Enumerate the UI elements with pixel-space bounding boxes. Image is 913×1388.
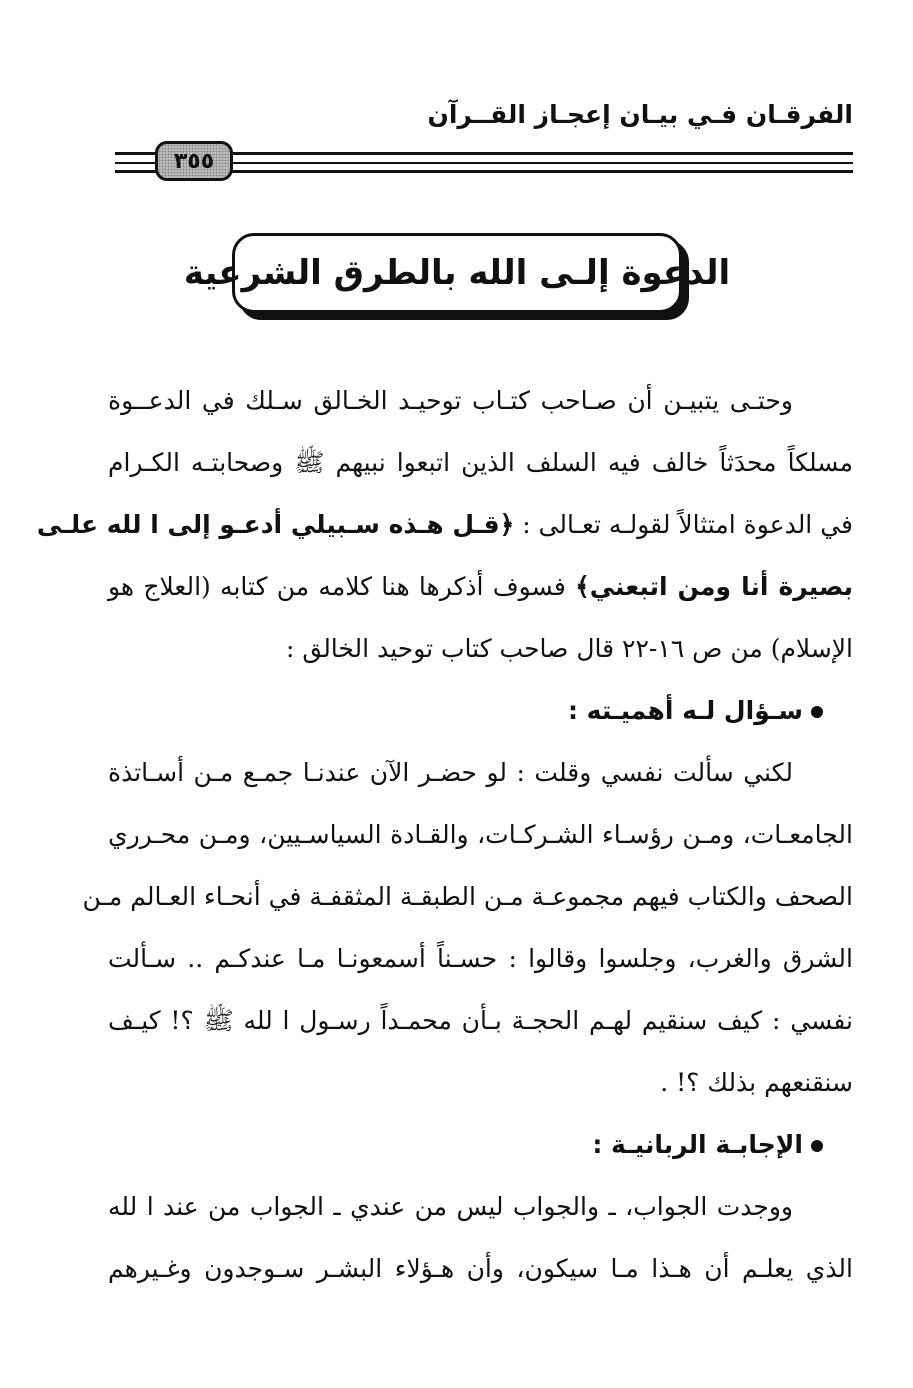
paragraph-line: لكني سألت نفسي وقلت : لو حضـر الآن عندنـا جمـع مـن أسـاتذة xyxy=(108,758,793,787)
chapter-title: الدعوة إلـى الله بالطرق الشرعية xyxy=(183,253,731,293)
paragraph-line: الذي يعلـم أن هـذا مـا سيكون، وأن هـؤلاء البشـر سـوجدون وغـيرهم xyxy=(108,1254,853,1283)
bullet-icon xyxy=(811,706,823,718)
paragraph-line: مسلكاً محدَثاً خالف فيه السلف الذين اتبعوا نبيهم ﷺ وصحابتـه الكـرام xyxy=(108,448,853,477)
paragraph-line: ووجدت الجواب، ـ والجواب ليس من عندي ـ الجواب من عند ا لله xyxy=(108,1192,793,1221)
bullet-icon xyxy=(811,1140,823,1152)
section-heading xyxy=(108,1114,853,1176)
paragraph-line: نفسي : كيف سنقيم لهـم الحجـة بـأن محمـداً رسـول ا لله ﷺ ؟! كيـف xyxy=(108,1006,853,1035)
paragraph-line: سنقنعهم بذلك ؟! . xyxy=(660,1068,853,1097)
paragraph-line: الصحف والكتاب فيهم مجموعـة مـن الطبقـة المثقفـة في أنحـاء العـالم مـن xyxy=(82,882,853,911)
section-heading xyxy=(108,680,853,742)
quran-quote: ﴿قـل هـذه سـبيلي أدعـو إلى ا لله علـى xyxy=(36,510,515,539)
paragraph-text: فسوف أذكرها هنا كلامه من كتابه (العلاج هو xyxy=(108,572,566,601)
paragraph-line: الإسلام) من ص ١٦-٢٢ قال صاحب كتاب توحيد الخالق : xyxy=(285,634,853,663)
chapter-title-box xyxy=(183,233,731,313)
running-header-title: الفرقـان فـي بيـان إعجـاز القــرآن xyxy=(427,100,853,129)
page-number-badge xyxy=(155,141,233,181)
paragraph-line xyxy=(108,556,853,618)
paragraph-line: الشرق والغرب، وجلسوا وقالوا : حسـناً أسمعونـا مـا عندكـم .. سـألت xyxy=(108,944,853,973)
paragraph-line: الجامعـات، ومـن رؤسـاء الشـركـات، والقـادة السياسـيين، ومـن محـرري xyxy=(108,820,853,849)
page-number: ٣٥٥ xyxy=(173,148,215,174)
body-text xyxy=(36,370,853,1300)
paragraph-text: في الدعوة امتثالاً لقولـه تعـالى : xyxy=(522,510,853,539)
section-heading-text: سـؤال لـه أهميـته : xyxy=(567,696,803,725)
quran-quote: بصيرة أنا ومن اتبعني﴾ xyxy=(575,572,853,601)
section-heading-text: الإجابـة الربانيـة : xyxy=(592,1130,803,1159)
paragraph-line xyxy=(36,494,853,556)
paragraph-line: وحتـى يتبيـن أن صـاحب كتـاب توحيـد الخـالق سـلك في الدعــوة xyxy=(108,386,793,415)
